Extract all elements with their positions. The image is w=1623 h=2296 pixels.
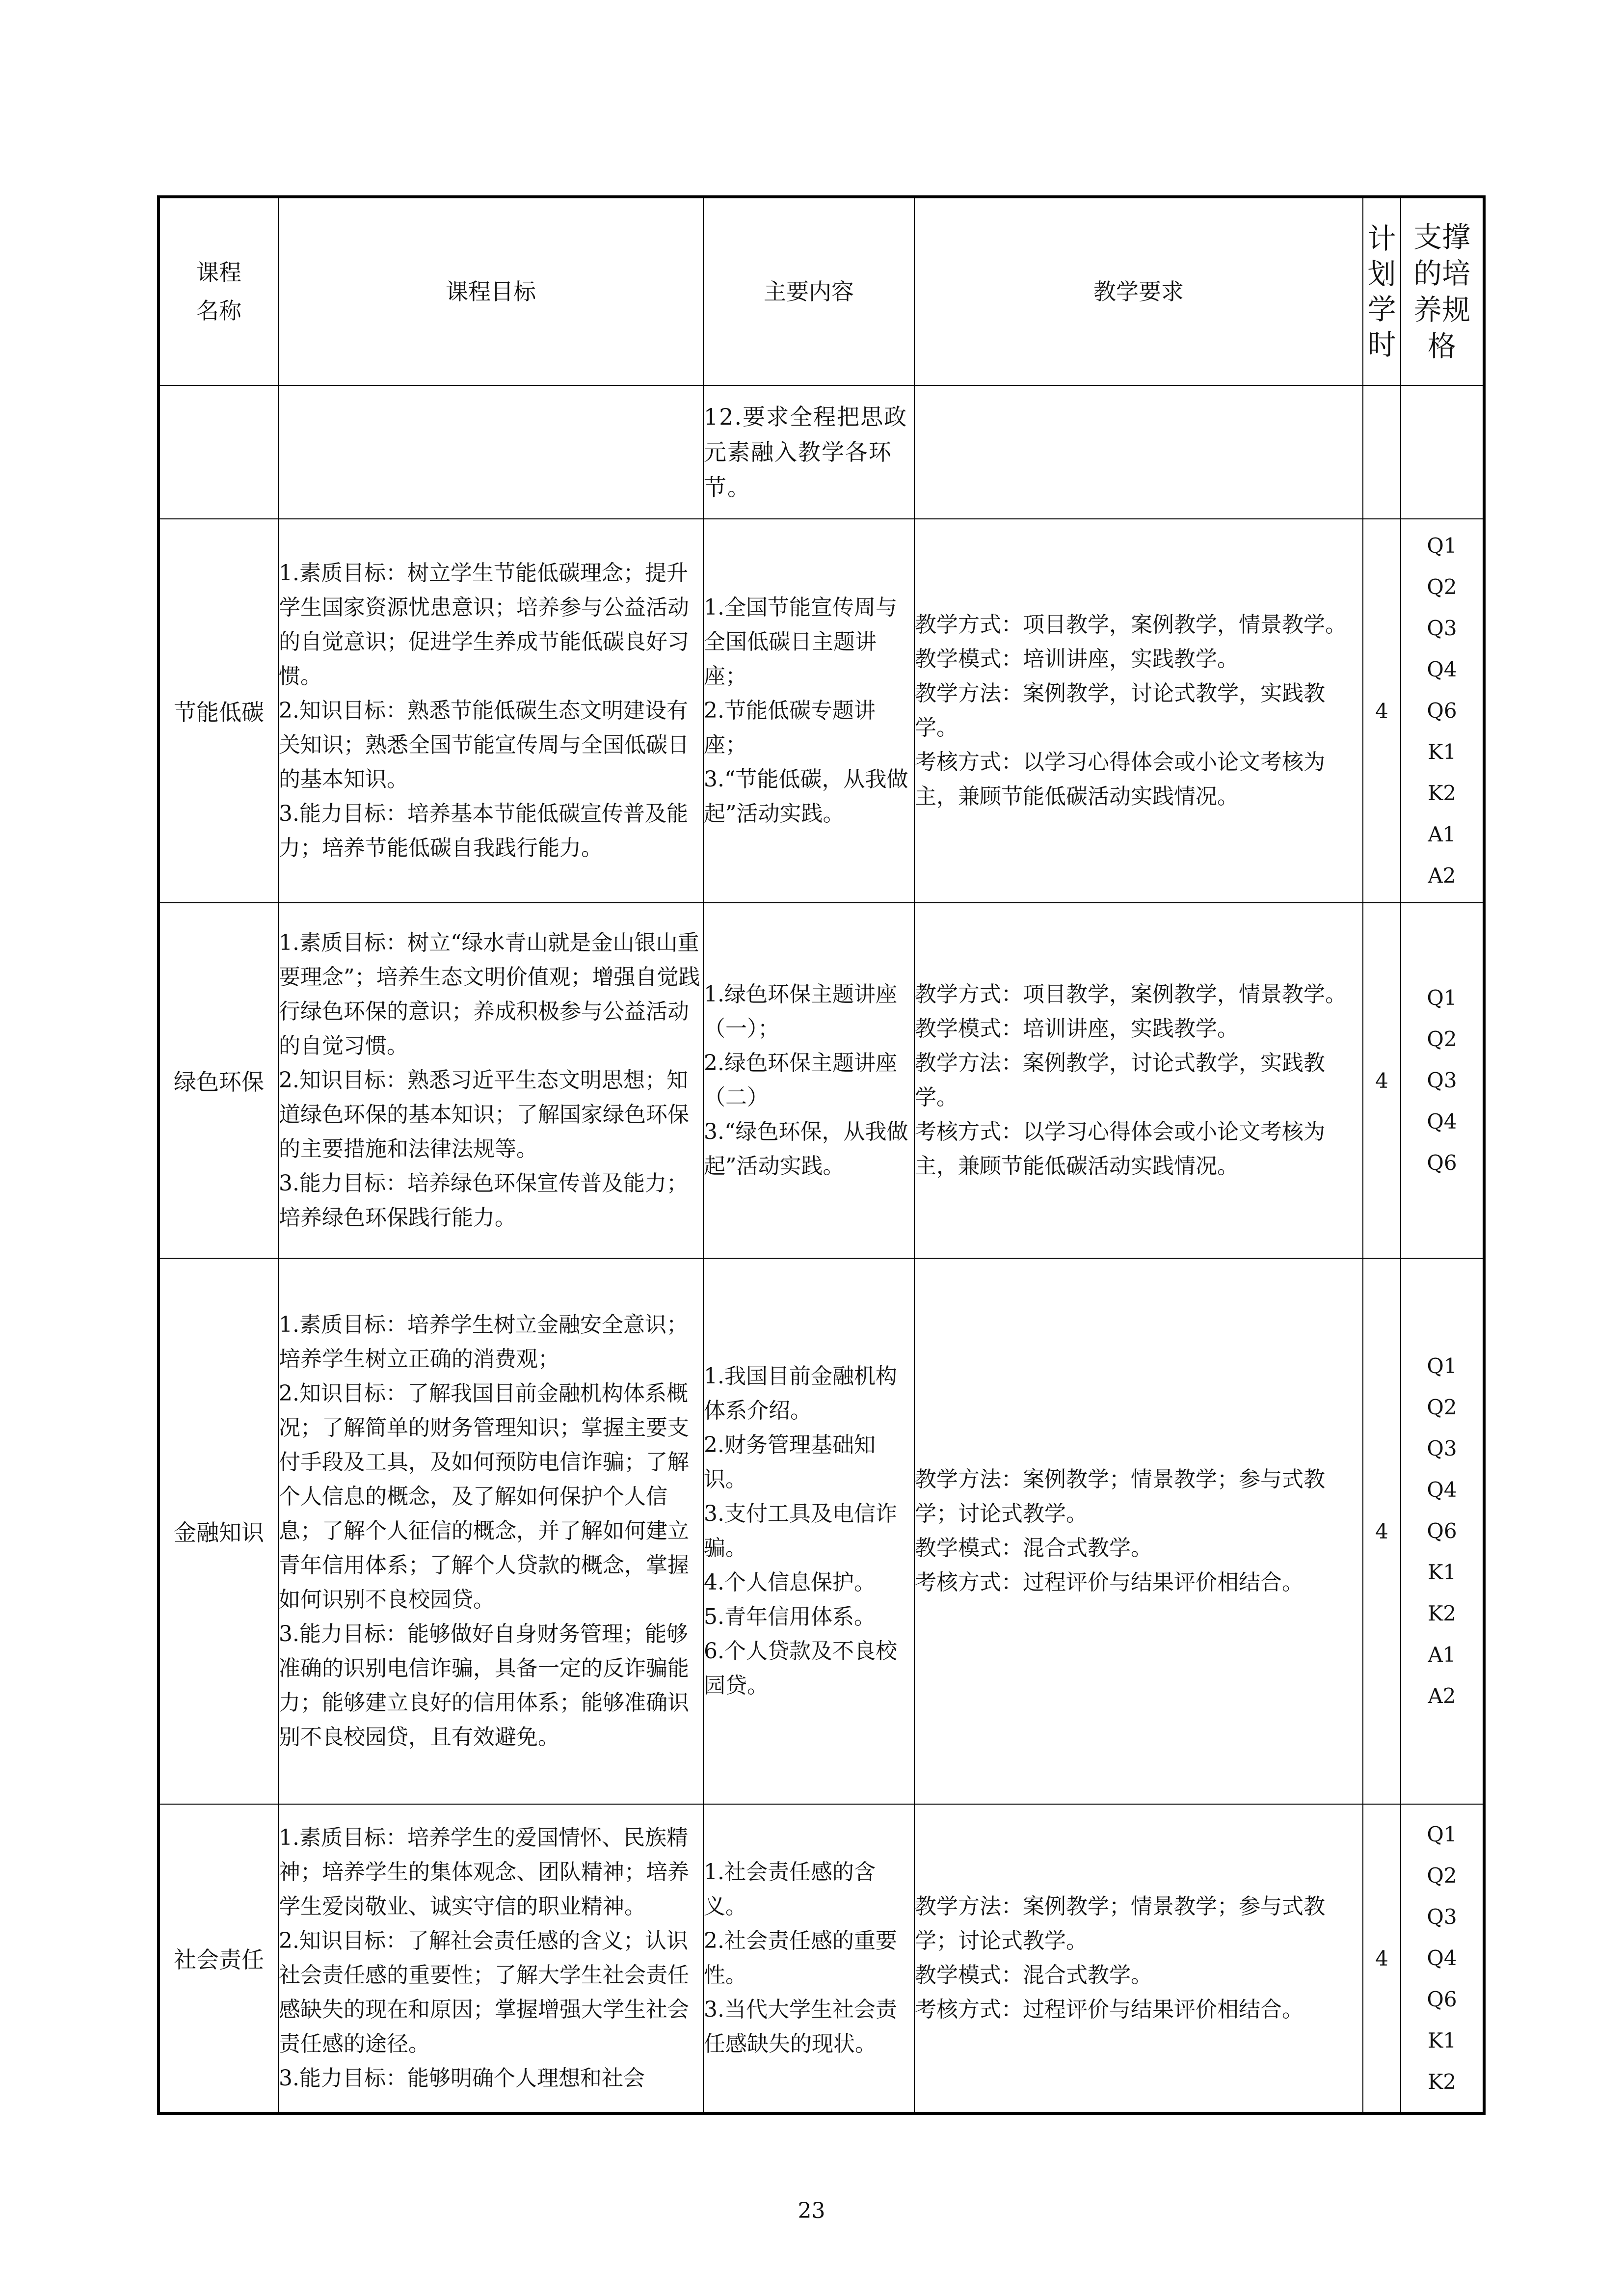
- content-item: 2.财务管理基础知识。: [704, 1432, 876, 1492]
- requirements-item: 教学方式：项目教学，案例教学，情景教学。: [915, 982, 1347, 1007]
- course-content-cell: [703, 519, 914, 903]
- continuation-requirements-cell: [914, 385, 1363, 519]
- header-requirements: 教学要求: [914, 197, 1363, 385]
- course-content-cell: [703, 903, 914, 1258]
- requirements-item: 教学模式：培训讲座，实践教学。: [915, 647, 1239, 672]
- objectives-item: 1.素质目标：树立“绿水青山就是金山银山重要理念”；培养生态文明价值观；增强自觉践行绿色环保的意识；养成积极参与公益活动的自觉习惯。: [279, 930, 700, 1058]
- spec-code: Q1: [1427, 1822, 1457, 1846]
- course-name-cell: 社会责任: [159, 1804, 278, 2113]
- spec-code: Q3: [1427, 616, 1457, 640]
- course-hours-cell: 4: [1363, 1258, 1401, 1804]
- content-item: 12.要求全程把思政元素融入教学各环节。: [704, 404, 908, 501]
- spec-code: Q1: [1427, 986, 1457, 1010]
- objectives-item: 1.素质目标：树立学生节能低碳理念；提升学生国家资源忧患意识；培养参与公益活动的自觉意识；促进学生养成节能低碳良好习惯。: [279, 561, 689, 689]
- content-item: 3.“节能低碳，从我做起”活动实践。: [704, 767, 908, 826]
- spec-code: Q6: [1427, 1987, 1457, 2011]
- spec-code: Q2: [1427, 1395, 1457, 1419]
- curriculum-table: [157, 195, 1486, 2115]
- requirements-item: 教学模式：混合式教学。: [915, 1536, 1152, 1561]
- spec-code: K2: [1427, 781, 1457, 805]
- objectives-item: 1.素质目标：培养学生树立金融安全意识；培养学生树立正确的消费观；: [279, 1312, 688, 1372]
- spec-code: Q4: [1427, 657, 1457, 681]
- objectives-item: 3.能力目标：能够做好自身财务管理；能够准确的识别电信诈骗，具备一定的反诈骗能力；能够建立良好的信用体系；能够准确识别不良校园贷，且有效避免。: [279, 1621, 689, 1750]
- requirements-item: 考核方式：以学习心得体会或小论文考核为主，兼顾节能低碳活动实践情况。: [915, 1119, 1325, 1179]
- course-content-cell: [703, 1258, 914, 1804]
- spec-code: Q4: [1427, 1946, 1457, 1970]
- content-item: 1.社会责任感的含义。: [704, 1860, 876, 1919]
- content-item: 2.社会责任感的重要性。: [704, 1928, 897, 1988]
- course-objectives-cell: [278, 1804, 703, 2113]
- spec-code: K1: [1427, 1560, 1457, 1584]
- course-row: [159, 903, 1484, 1258]
- objectives-item: 3.能力目标：培养绿色环保宣传普及能力；培养绿色环保践行能力。: [279, 1171, 688, 1230]
- objectives-item: 2.知识目标：了解我国目前金融机构体系概况；了解简单的财务管理知识；掌握主要支付手段及工具，及如何预防电信诈骗；了解个人信息的概念，及了解如何保护个人信息；了解个人征信的概念，并了解如何建立青年信用体系；了解个人贷款的概念，掌握如何识别不良校园贷。: [279, 1381, 689, 1612]
- requirements-item: 考核方式：过程评价与结果评价相结合。: [915, 1570, 1304, 1595]
- spec-code: Q3: [1427, 1068, 1457, 1092]
- header-row: [159, 197, 1484, 385]
- spec-code: K1: [1427, 740, 1457, 764]
- course-requirements-cell: [914, 519, 1363, 903]
- requirements-item: 考核方式：过程评价与结果评价相结合。: [915, 1997, 1304, 2022]
- spec-code: Q6: [1427, 1151, 1457, 1175]
- course-objectives-cell: [278, 1258, 703, 1804]
- spec-code: A2: [1428, 1684, 1456, 1708]
- requirements-item: 教学方法：案例教学；情景教学；参与式教学；讨论式教学。: [915, 1467, 1325, 1526]
- header-specs: 支撑 的培 养规 格: [1401, 197, 1484, 385]
- header-objectives: 课程目标: [278, 197, 703, 385]
- continuation-row: [159, 385, 1484, 519]
- content-item: 6.个人贷款及不良校园贷。: [704, 1639, 897, 1698]
- spec-code: Q4: [1427, 1109, 1457, 1134]
- course-hours-cell: 4: [1363, 903, 1401, 1258]
- content-item: 3.“绿色环保，从我做起”活动实践。: [704, 1119, 908, 1179]
- content-item: 3.当代大学生社会责任感缺失的现状。: [704, 1997, 897, 2056]
- requirements-item: 教学方法：案例教学，讨论式教学，实践教学。: [915, 681, 1325, 740]
- header-content: 主要内容: [703, 197, 914, 385]
- content-item: 2.节能低碳专题讲座；: [704, 698, 876, 757]
- continuation-objectives-cell: [278, 385, 703, 519]
- course-requirements-cell: [914, 1258, 1363, 1804]
- spec-code: A1: [1428, 822, 1456, 846]
- course-row: [159, 1804, 1484, 2113]
- course-name-cell: 绿色环保: [159, 903, 278, 1258]
- objectives-item: 1.素质目标：培养学生的爱国情怀、民族精神；培养学生的集体观念、团队精神；培养学生爱岗敬业、诚实守信的职业精神。: [279, 1825, 689, 1919]
- content-item: 3.支付工具及电信诈骗。: [704, 1501, 897, 1561]
- spec-code: Q2: [1427, 1027, 1457, 1051]
- course-content-cell: [703, 1804, 914, 2113]
- requirements-item: 教学模式：混合式教学。: [915, 1963, 1152, 1988]
- course-specs-cell: [1401, 903, 1484, 1258]
- requirements-item: 教学模式：培训讲座，实践教学。: [915, 1016, 1239, 1041]
- spec-code: Q6: [1427, 699, 1457, 723]
- course-name-cell: 节能低碳: [159, 519, 278, 903]
- objectives-item: 3.能力目标：培养基本节能低碳宣传普及能力；培养节能低碳自我践行能力。: [279, 801, 688, 861]
- spec-code: Q4: [1427, 1478, 1457, 1502]
- objectives-item: 3.能力目标：能够明确个人理想和社会: [279, 2066, 645, 2091]
- spec-code: Q6: [1427, 1519, 1457, 1543]
- course-requirements-cell: [914, 1804, 1363, 2113]
- spec-code: Q2: [1427, 575, 1457, 599]
- spec-code: Q2: [1427, 1864, 1457, 1888]
- course-objectives-cell: [278, 519, 703, 903]
- course-row: [159, 519, 1484, 903]
- continuation-hours-cell: [1363, 385, 1401, 519]
- page-number: 23: [798, 2198, 825, 2223]
- course-specs-cell: [1401, 1258, 1484, 1804]
- objectives-item: 2.知识目标：了解社会责任感的含义；认识社会责任感的重要性；了解大学生社会责任感缺失的现在和原因；掌握增强大学生社会责任感的途径。: [279, 1928, 689, 2056]
- requirements-item: 考核方式：以学习心得体会或小论文考核为主，兼顾节能低碳活动实践情况。: [915, 750, 1325, 809]
- requirements-item: 教学方式：项目教学，案例教学，情景教学。: [915, 612, 1347, 637]
- content-item: 4.个人信息保护。: [704, 1570, 876, 1595]
- spec-code: A1: [1428, 1643, 1456, 1667]
- spec-code: K2: [1427, 2070, 1457, 2094]
- course-objectives-cell: [278, 903, 703, 1258]
- spec-code: Q3: [1427, 1905, 1457, 1929]
- course-hours-cell: 4: [1363, 1804, 1401, 2113]
- course-hours-cell: 4: [1363, 519, 1401, 903]
- objectives-item: 2.知识目标：熟悉习近平生态文明思想；知道绿色环保的基本知识；了解国家绿色环保的主要措施和法律法规等。: [279, 1068, 689, 1162]
- continuation-name-cell: [159, 385, 278, 519]
- spec-code: A2: [1428, 864, 1456, 888]
- requirements-item: 教学方法：案例教学，讨论式教学，实践教学。: [915, 1051, 1325, 1110]
- spec-code: Q1: [1427, 534, 1457, 558]
- spec-code: K2: [1427, 1601, 1457, 1625]
- course-specs-cell: [1401, 1804, 1484, 2113]
- requirements-item: 教学方法：案例教学；情景教学；参与式教学；讨论式教学。: [915, 1894, 1325, 1953]
- spec-code: Q1: [1427, 1354, 1457, 1378]
- continuation-specs-cell: [1401, 385, 1484, 519]
- continuation-content-cell: [703, 385, 914, 519]
- course-row: [159, 1258, 1484, 1804]
- content-item: 1.全国节能宣传周与全国低碳日主题讲座；: [704, 595, 897, 689]
- content-item: 5.青年信用体系。: [704, 1604, 876, 1629]
- course-name-cell: 金融知识: [159, 1258, 278, 1804]
- objectives-item: 2.知识目标：熟悉节能低碳生态文明建设有关知识；熟悉全国节能宣传周与全国低碳日的基本知识。: [279, 698, 689, 792]
- spec-code: Q3: [1427, 1436, 1457, 1460]
- content-item: 1.绿色环保主题讲座（一）；: [704, 982, 897, 1041]
- header-course-name: 课程 名称: [159, 197, 278, 385]
- spec-code: K1: [1427, 2028, 1457, 2053]
- content-item: 1.我国目前金融机构体系介绍。: [704, 1364, 897, 1423]
- course-specs-cell: [1401, 519, 1484, 903]
- content-item: 2.绿色环保主题讲座（二）: [704, 1051, 897, 1110]
- course-requirements-cell: [914, 903, 1363, 1258]
- header-hours: 计 划 学 时: [1363, 197, 1401, 385]
